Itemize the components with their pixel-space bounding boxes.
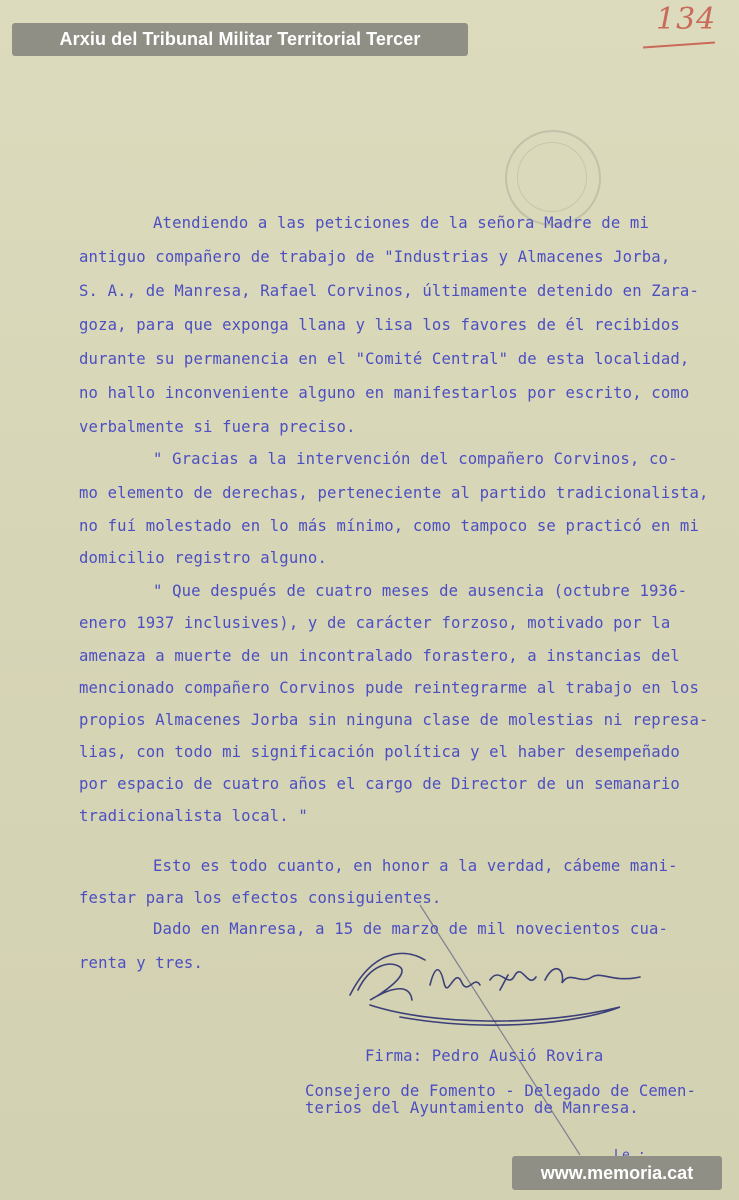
body-line: mo elemento de derechas, perteneciente al partido tradicionalista, <box>79 484 709 502</box>
site-watermark: www.memoria.cat <box>512 1156 722 1190</box>
archive-banner: Arxiu del Tribunal Militar Territorial Tercer <box>12 23 468 56</box>
body-line: por espacio de cuatro años el cargo de Director de un semanario <box>79 775 680 793</box>
signer-title-line: Consejero de Fomento - Delegado de Cemen- <box>305 1082 697 1100</box>
body-line: " Gracias a la intervención del compañero Corvinos, co- <box>153 450 678 468</box>
body-line: no hallo inconveniente alguno en manifestarlos por escrito, como <box>79 384 690 402</box>
body-line: durante su permanencia en el "Comité Central" de esta localidad, <box>79 350 690 368</box>
body-line: goza, para que exponga llana y lisa los favores de él recibidos <box>79 316 680 334</box>
body-line: renta y tres. <box>79 954 203 972</box>
body-line: no fuí molestado en lo más mínimo, como tampoco se practicó en mi <box>79 517 699 535</box>
faded-stamp-icon <box>505 130 601 226</box>
body-line: propios Almacenes Jorba sin ninguna clase de molestias ni represa- <box>79 711 709 729</box>
body-line: lias, con todo mi significación política y el haber desempeñado <box>79 743 680 761</box>
body-line: S. A., de Manresa, Rafael Corvinos, últimamente detenido en Zara- <box>79 282 699 300</box>
signature-name-line: Firma: Pedro Ausió Rovira <box>365 1047 604 1065</box>
body-line: Esto es todo cuanto, en honor a la verdad, cábeme mani- <box>153 857 678 875</box>
body-line: antiguo compañero de trabajo de "Industrias y Almacenes Jorba, <box>79 248 671 266</box>
body-line: verbalmente si fuera preciso. <box>79 418 356 436</box>
body-line: " Que después de cuatro meses de ausencia (octubre 1936- <box>153 582 688 600</box>
folio-underline <box>643 41 715 48</box>
signer-title-line: terios del Ayuntamiento de Manresa. <box>305 1099 639 1117</box>
body-line: enero 1937 inclusives), y de carácter forzoso, motivado por la <box>79 614 671 632</box>
body-line: festar para los efectos consiguientes. <box>79 889 442 907</box>
body-line: mencionado compañero Corvinos pude reintegrarme al trabajo en los <box>79 679 699 697</box>
body-line: domicilio registro alguno. <box>79 549 327 567</box>
body-line: Dado en Manresa, a 15 de marzo de mil novecientos cua- <box>153 920 669 938</box>
body-line: amenaza a muerte de un incontralado forastero, a instancias del <box>79 647 680 665</box>
body-line: tradicionalista local. " <box>79 807 308 825</box>
folio-number: 134 <box>656 2 717 37</box>
body-line: Atendiendo a las peticiones de la señora Madre de mi <box>153 214 649 232</box>
handwritten-signature <box>340 945 660 1035</box>
